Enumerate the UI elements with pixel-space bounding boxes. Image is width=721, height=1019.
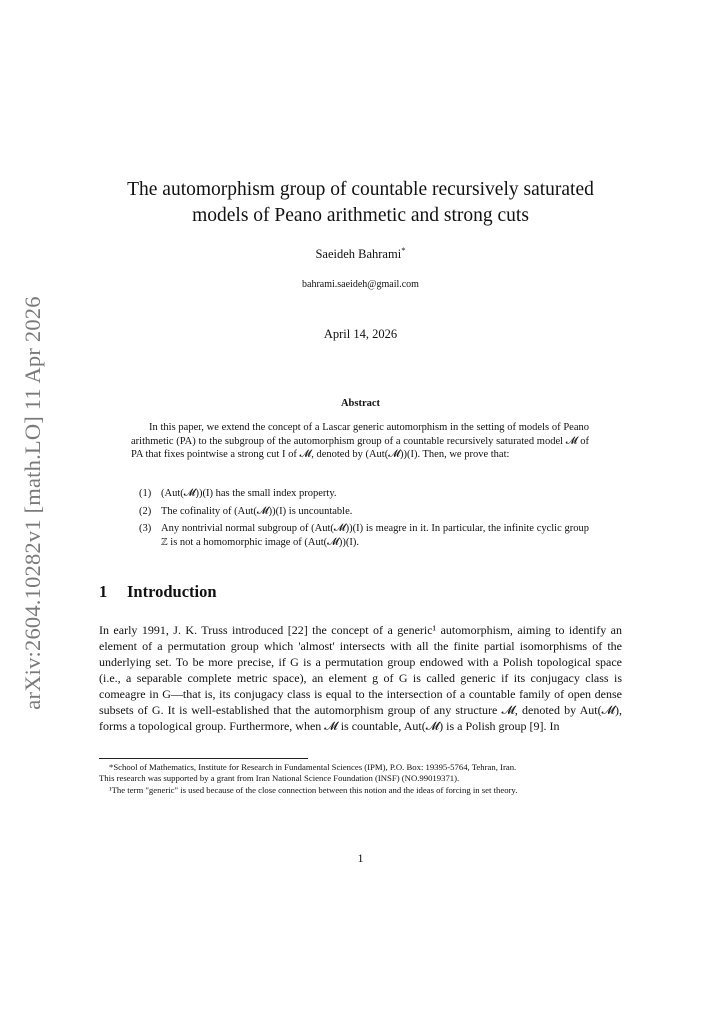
result-number: (2) [139,505,152,517]
section-heading-introduction [99,582,217,602]
author-line [0,244,721,262]
author-footnote-mark: * [401,244,406,255]
footnote-divider [99,758,308,759]
result-text: (Aut(𝓜))(I) has the small index property. [161,488,337,499]
footnote-generic: ¹The term "generic" is used because of the close connection between this notion and the ideas of forcing in set theory. [109,784,518,795]
introduction-paragraph: In early 1991, J. K. Truss introduced [22] the concept of a generic¹ automorphism, aiming to identify an element of a permutation group which 'almost' intersects with all the finite partial isomorphisms of the underlying set. To be more precise, if G is a permutation group endowed with a Polish topological space (i.e., a separable complete metric space), an element g of G is called generic if its conjugacy class is comeagre in G—that is, its conjugacy class is equal to the intersection of a countable family of open dense subsets of G. It is well-established that the automorphism group of any structure 𝓜, denoted by Aut(𝓜), forms a topological group. Furthermore, when 𝓜 is countable, Aut(𝓜) is a Polish group [9]. In [99,623,622,733]
title-line-1: The automorphism group of countable recursively saturated [127,179,594,200]
result-item-3 [131,522,589,549]
abstract-text: In this paper, we extend the concept of a Lascar generic automorphism in the setting of models of Peano arithmetic (PA) to the subgroup of the automorphism group of a countable recursively saturated model 𝓜 of PA that fixes pointwise a strong cut I of 𝓜, denoted by (Aut(𝓜))(I). Then, we prove that: [131,422,589,460]
section-title: Introduction [127,582,217,601]
paper-title [0,177,721,229]
section-number: 1 [99,582,108,601]
author-email: bahrami.saeideh@gmail.com [302,279,419,290]
abstract-results-list [131,487,589,553]
result-number: (3) [139,523,152,534]
paper-date: April 14, 2026 [323,327,398,341]
abstract-heading: Abstract [340,398,381,409]
result-text: Any nontrivial normal subgroup of (Aut(𝓜))(I) is meagre in it. In particular, the infinite cyclic group ℤ is not a homomorphic image of (Aut(𝓜))(I). [161,523,589,548]
abstract-body [131,421,589,462]
author-name: Saeideh Bahrami [315,247,402,261]
title-line-2: models of Peano arithmetic and strong cuts [192,205,529,226]
page-number: 1 [357,851,364,865]
result-text: The cofinality of (Aut(𝓜))(I) is uncountable. [161,505,353,517]
footnote-grant: This research was supported by a grant from Iran National Science Foundation (INSF) (NO.99019371). [99,773,460,784]
arxiv-identifier: arXiv:2604.10282v1 [math.LO] 11 Apr 2026 [20,296,45,710]
arxiv-sidebar-stamp [18,283,48,723]
result-number: (1) [139,488,152,499]
footnote-affiliation: *School of Mathematics, Institute for Research in Fundamental Sciences (IPM), P.O. Box: 19395-5764, Tehran, Iran. [109,762,517,772]
footnotes [99,762,622,796]
result-item-2 [131,505,589,519]
result-item-1 [131,487,589,501]
